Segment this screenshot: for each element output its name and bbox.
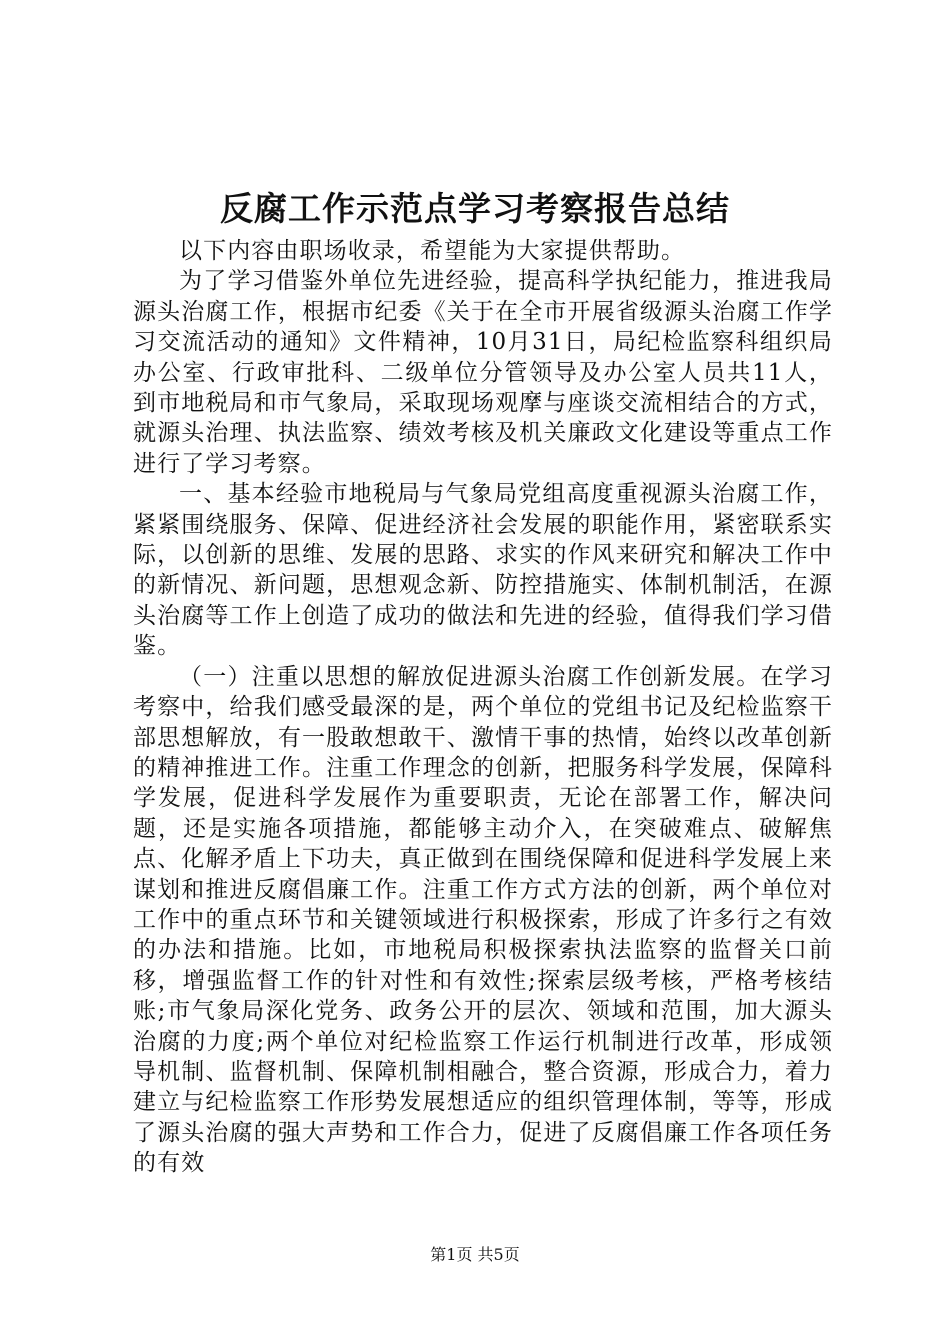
- intro-paragraph: 以下内容由职场收录，希望能为大家提供帮助。: [179, 238, 686, 264]
- document-body: [133, 236, 833, 1179]
- section-one-paragraph: （一）注重以思想的解放促进源头治腐工作创新发展。在学习考察中，给我们感受最深的是，两个单位的党组书记及纪检监察干部思想解放，有一股敢想敢干、激情干事的热情，始终以改革创新的精神推进工作。注重工作理念的创新，把服务科学发展，保障科学发展，促进科学发展作为重要职责，无论在部署工作，解决问题，还是实施各项措施，都能够主动介入，在突破难点、破解焦点、化解矛盾上下功夫，真正做到在围绕保障和促进科学发展上来谋划和推进反腐倡廉工作。注重工作方式方法的创新，两个单位对工作中的重点环节和关键领域进行积极探索，形成了许多行之有效的办法和措施。比如，市地税局积极探索执法监察的监督关口前移，增强监督工作的针对性和有效性;探索层级考核，严格考核结账;市气象局深化党务、政务公开的层次、领域和范围，加大源头治腐的力度;两个单位对纪检监察工作运行机制进行改革，形成领导机制、监督机制、保障机制相融合，整合资源，形成合力，着力建立与纪检监察工作形势发展想适应的组织管理体制，等等，形成了源头治腐的强大声势和工作合力，促进了反腐倡廉工作各项任务的有效: [133, 663, 833, 1177]
- background-paragraph: 为了学习借鉴外单位先进经验，提高科学执纪能力，推进我局源头治腐工作，根据市纪委《关于在全市开展省级源头治腐工作学习交流活动的通知》文件精神，10月31日，局纪检监察科组织局办公室、行政审批科、二级单位分管领导及办公室人员共11人，到市地税局和市气象局，采取现场观摩与座谈交流相结合的方式，就源头治理、执法监察、绩效考核及机关廉政文化建设等重点工作进行了学习考察。: [133, 268, 833, 477]
- document-title: 反腐工作示范点学习考察报告总结: [220, 189, 730, 228]
- experience-paragraph: 一、基本经验市地税局与气象局党组高度重视源头治腐工作，紧紧围绕服务、保障、促进经济社会发展的职能作用，紧密联系实际，以创新的思维、发展的思路、求实的作风来研究和解决工作中的新情况、新问题，思想观念新、防控措施实、体制机制活，在源头治腐等工作上创造了成功的做法和先进的经验，值得我们学习借鉴。: [133, 481, 833, 660]
- page-footer: 第1页 共5页: [430, 1245, 520, 1264]
